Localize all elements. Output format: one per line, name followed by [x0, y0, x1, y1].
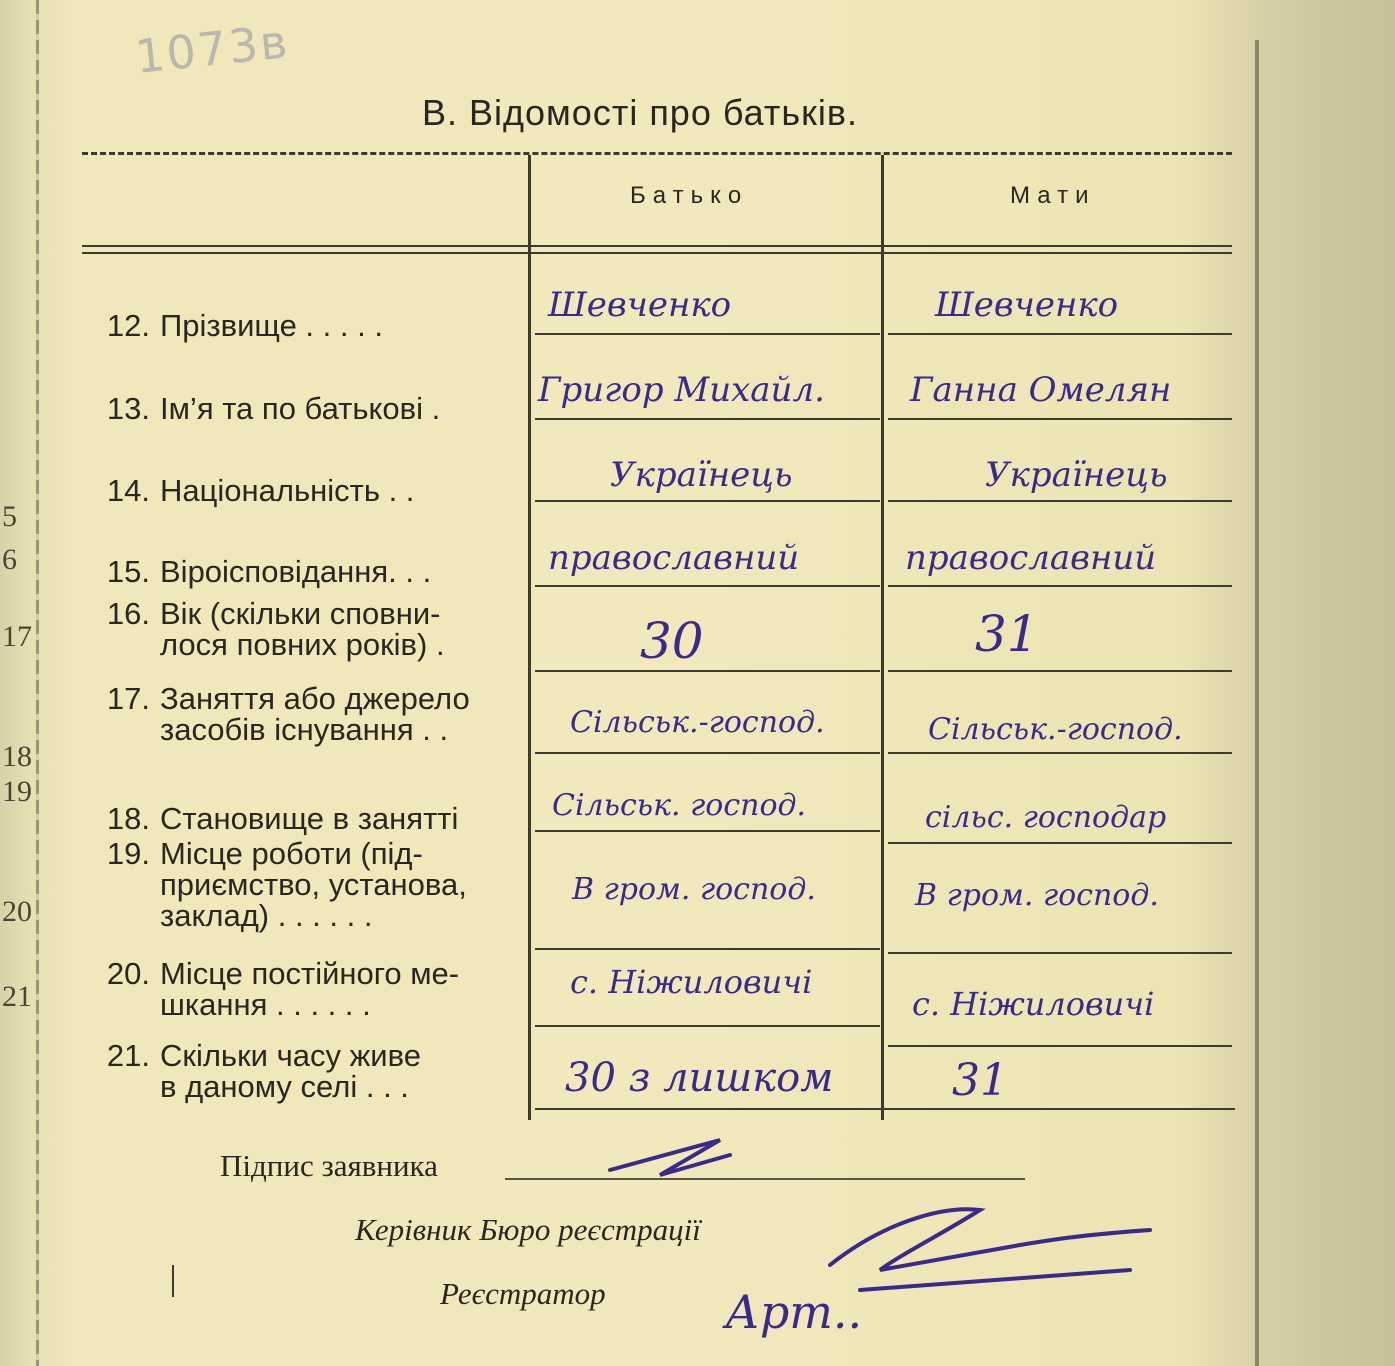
- row-label-position: 18. Становище в занятті: [106, 801, 459, 836]
- mother-age: 31: [975, 605, 1039, 663]
- bureau-head-label: Керівник Бюро реєстрації: [355, 1212, 701, 1247]
- father-residence-duration: 30 з лишком: [565, 1055, 834, 1101]
- row-rule: [535, 333, 880, 335]
- row-rule: [888, 952, 1232, 954]
- mother-surname: Шевченко: [935, 285, 1119, 325]
- row-rule: [888, 670, 1232, 672]
- margin-number: 5: [2, 500, 17, 533]
- mother-residence: с. Ніжиловичі: [912, 985, 1155, 1023]
- row-label-residence: 20. Місце постійного ме- шкання . . . . . .: [106, 956, 460, 1022]
- page-edge: [1255, 40, 1259, 1366]
- father-position: Сільськ. господ.: [552, 788, 807, 823]
- section-title: В. Відомості про батьків.: [422, 92, 858, 133]
- father-surname: Шевченко: [548, 285, 732, 325]
- column-divider-left: [528, 155, 531, 1120]
- mother-workplace: В гром. господ.: [915, 878, 1159, 913]
- header-bottom-rule-2: [82, 252, 1232, 254]
- header-top-rule: [82, 152, 1232, 155]
- row-rule: [535, 1108, 1235, 1110]
- registrar-label: Реєстратор: [440, 1276, 606, 1311]
- row-rule: [535, 500, 880, 502]
- row-rule: [888, 842, 1232, 844]
- signature-line: [505, 1178, 1025, 1180]
- mother-name: Ганна Омелян: [910, 370, 1172, 410]
- row-rule: [888, 752, 1232, 754]
- row-rule: [535, 1025, 880, 1027]
- applicant-signature-label: Підпис заявника: [220, 1148, 438, 1183]
- row-label-religion: 15. Віроісповідання. . .: [106, 554, 432, 589]
- row-rule: [888, 418, 1232, 420]
- header-bottom-rule: [82, 245, 1232, 247]
- father-nationality: Українець: [610, 455, 793, 495]
- row-rule: [535, 948, 880, 950]
- row-label-occupation: 17. Заняття або джерело засобів існування . .: [106, 681, 470, 747]
- father-residence: с. Ніжиловичі: [570, 963, 813, 1001]
- father-religion: православний: [548, 538, 800, 578]
- margin-tick: [172, 1265, 174, 1297]
- margin-number: 6: [2, 543, 17, 576]
- column-header-mother: Мати: [1010, 182, 1096, 209]
- margin-number: 20: [2, 895, 32, 928]
- father-occupation: Сільськ.-господ.: [570, 705, 825, 740]
- row-rule: [535, 585, 880, 587]
- mother-nationality: Українець: [985, 455, 1168, 495]
- row-label-age: 16. Вік (скільки сповни- лося повних років) .: [106, 596, 445, 662]
- row-rule: [888, 500, 1232, 502]
- row-label-surname: 12. Прізвище . . . . .: [106, 308, 383, 343]
- father-workplace: В гром. господ.: [572, 872, 816, 907]
- applicant-signature-mark: [600, 1125, 740, 1185]
- row-rule: [535, 670, 880, 672]
- mother-position: сільс. господар: [925, 800, 1167, 835]
- row-rule: [535, 830, 880, 832]
- column-header-father: Батько: [630, 182, 749, 209]
- binding-edge: [36, 0, 39, 1366]
- row-label-workplace: 19. Місце роботи (під- приємство, установа, заклад) . . . . . .: [106, 836, 467, 933]
- row-rule: [535, 418, 880, 420]
- mother-residence-duration: 31: [952, 1055, 1008, 1106]
- row-label-name: 13. Ім’я та по батькові .: [106, 391, 441, 426]
- row-label-nationality: 14. Національність . .: [106, 473, 415, 508]
- mother-occupation: Сільськ.-господ.: [928, 712, 1183, 747]
- mother-religion: православний: [905, 538, 1157, 578]
- row-rule: [888, 585, 1232, 587]
- margin-number: 18: [2, 740, 32, 773]
- margin-number: 21: [2, 980, 32, 1013]
- row-label-residence-duration: 21. Скільки часу живе в даному селі . . .: [106, 1038, 421, 1104]
- row-rule: [888, 333, 1232, 335]
- row-rule: [888, 1045, 1232, 1047]
- father-age: 30: [640, 612, 704, 670]
- margin-number: 19: [2, 775, 32, 808]
- margin-number: 17: [2, 620, 32, 653]
- row-rule: [535, 752, 880, 754]
- archive-note: 1073в: [132, 14, 292, 84]
- column-divider-right: [881, 155, 884, 1120]
- father-name: Григор Михайл.: [538, 370, 825, 410]
- registrar-signature: Арт..: [725, 1285, 863, 1339]
- bureau-head-signature: [820, 1195, 1160, 1315]
- margin-numbers: [0, 0, 30, 1366]
